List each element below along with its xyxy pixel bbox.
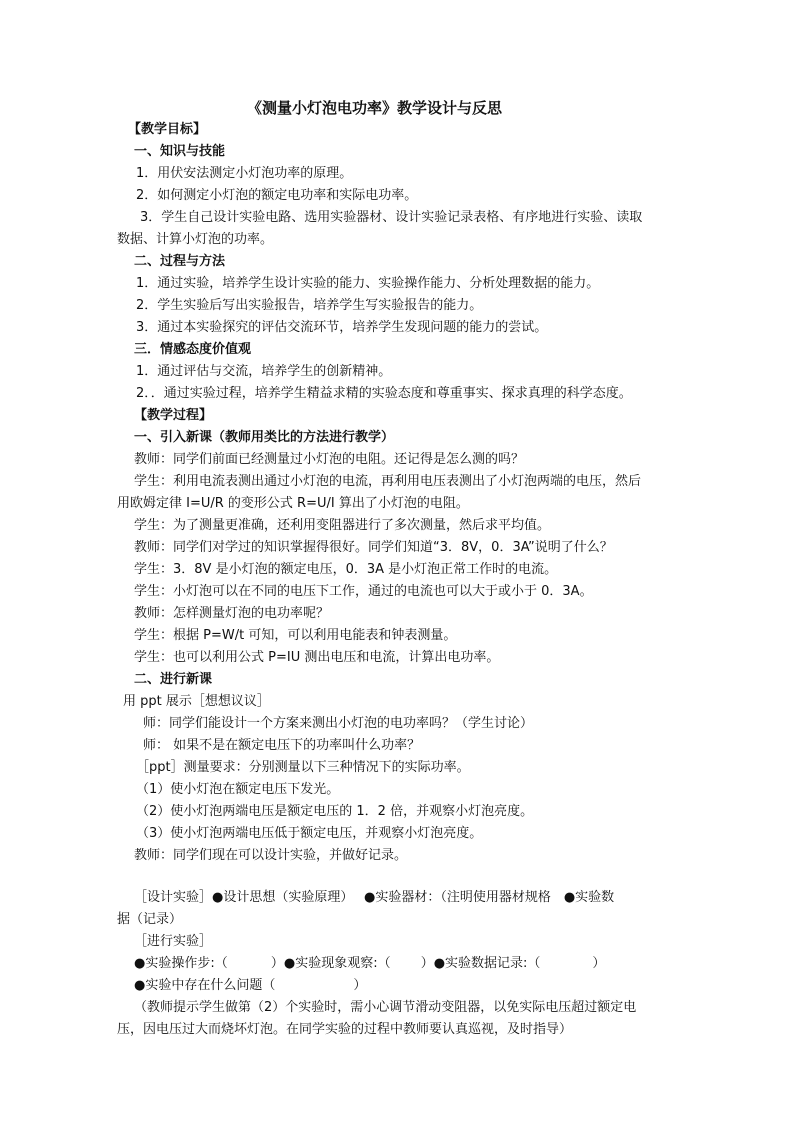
body-line: ●实验操作步:（ ）●实验现象观察:（ ）●实验数据记录:（ ）	[134, 956, 606, 971]
body-line: 数据、计算小灯泡的功率。	[117, 232, 274, 247]
body-line: （1）使小灯泡在额定电压下发光。	[136, 782, 340, 797]
body-line: 学生：利用电流表测出通过小灯泡的电流，再利用电压表测出了小灯泡两端的电压，然后	[134, 474, 642, 489]
section-heading: 三．情感态度价值观	[134, 342, 252, 357]
body-line: 3．通过本实验探究的评估交流环节，培养学生发现问题的能力的尝试。	[136, 320, 548, 335]
body-line: 师： 如果不是在额定电压下的功率叫什么功率？	[143, 738, 421, 753]
body-line: 师：同学们能设计一个方案来测出小灯泡的电功率吗？（学生讨论）	[143, 716, 534, 731]
body-line: ［进行实验］	[134, 934, 213, 949]
body-line: （3）使小灯泡两端电压低于额定电压，并观察小灯泡亮度。	[136, 826, 483, 841]
section-heading: 二、过程与方法	[134, 254, 226, 269]
body-line: 1．通过实验，培养学生设计实验的能力、实验操作能力、分析处理数据的能力。	[136, 276, 600, 291]
section-heading: 一、知识与技能	[134, 144, 226, 159]
body-line: 学生：根据 P=W/t 可知，可以利用电能表和钟表测量。	[134, 628, 457, 643]
body-line: ［ppt］测量要求：分别测量以下三种情况下的实际功率。	[136, 760, 470, 775]
body-line: 学生：为了测量更准确，还利用变阻器进行了多次测量，然后求平均值。	[134, 518, 551, 533]
body-line: 据（记录）	[117, 912, 183, 927]
body-line: 教师：同学们对学过的知识掌握得很好。同学们知道“3．8V，0．3A”说明了什么？	[134, 540, 613, 555]
body-line: 用欧姆定律 I=U/R 的变形公式 R=U/I 算出了小灯泡的电阻。	[117, 496, 469, 511]
section-heading: 【教学过程】	[134, 408, 213, 423]
body-line: 教师：同学们现在可以设计实验，并做好记录。	[134, 848, 408, 863]
body-line: 教师：怎样测量灯泡的电功率呢？	[134, 606, 330, 621]
section-heading: 二、进行新课	[134, 672, 213, 687]
body-line: （2）使小灯泡两端电压是额定电压的 1．2 倍，并观察小灯泡亮度。	[136, 804, 534, 819]
body-line: 压，因电压过大而烧坏灯泡。在同学实验的过程中教师要认真巡视，及时指导）	[117, 1022, 573, 1037]
section-heading: 一、引入新课（教师用类比的方法进行教学）	[134, 430, 395, 445]
body-line: 学生：小灯泡可以在不同的电压下工作，通过的电流也可以大于或小于 0．3A。	[134, 584, 593, 599]
section-heading: 【教学目标】	[128, 122, 207, 137]
body-line: 教师：同学们前面已经测量过小灯泡的电阻。还记得是怎么测的吗？	[134, 452, 525, 467]
body-line: 3．学生自己设计实验电路、选用实验器材、设计实验记录表格、有序地进行实验、读取	[140, 210, 643, 225]
body-line: 1．通过评估与交流，培养学生的创新精神。	[136, 364, 392, 379]
body-line: 2．．通过实验过程，培养学生精益求精的实验态度和尊重事实、探求真理的科学态度。	[136, 386, 632, 401]
body-line: 1．用伏安法测定小灯泡功率的原理。	[136, 166, 353, 181]
body-line: 学生：3．8V 是小灯泡的额定电压，0．3A 是小灯泡正常工作时的电流。	[134, 562, 558, 577]
body-line: 2．学生实验后写出实验报告，培养学生写实验报告的能力。	[136, 298, 483, 313]
body-line: （教师提示学生做第（2）个实验时，需小心调节滑动变阻器，以免实际电压超过额定电	[134, 1000, 637, 1015]
body-line: ［设计实验］●设计思想（实验原理） ●实验器材：（注明使用器材规格 ●实验数	[134, 890, 615, 905]
body-line: ●实验中存在什么问题（ ）	[134, 978, 367, 993]
body-line: 2．如何测定小灯泡的额定电功率和实际电功率。	[136, 188, 418, 203]
body-line: 学生：也可以利用公式 P=IU 测出电压和电流，计算出电功率。	[134, 650, 500, 665]
document-title: 《测量小灯泡电功率》教学设计与反思	[247, 99, 503, 117]
body-line: 用 ppt 展示［想想议议］	[123, 694, 270, 709]
